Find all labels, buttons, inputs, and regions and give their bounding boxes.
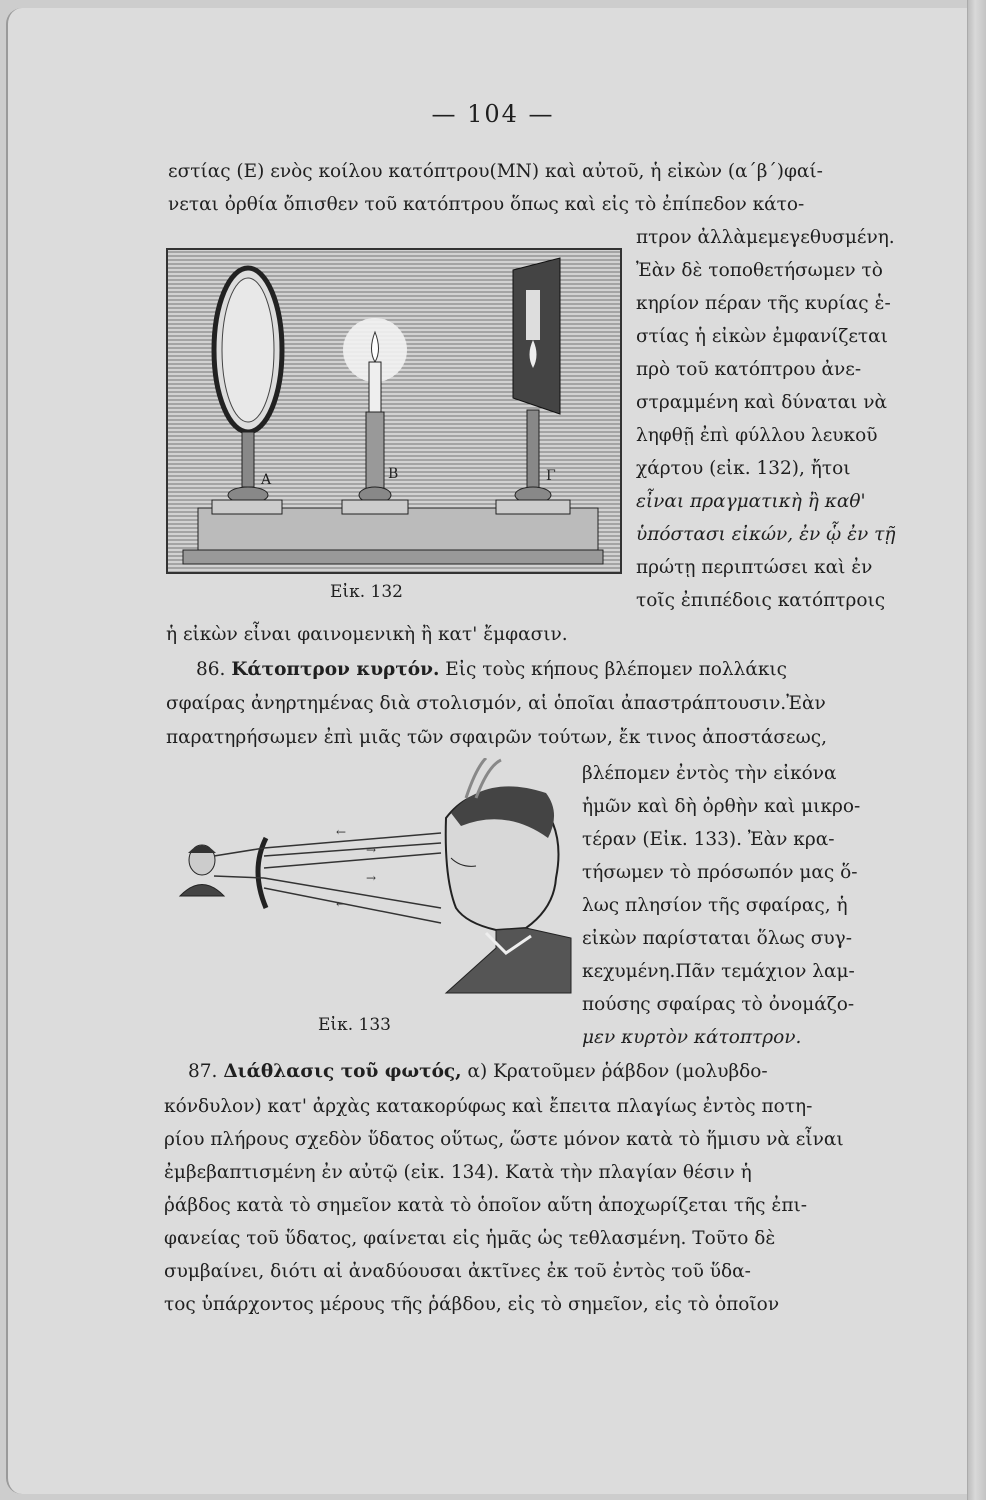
section-87-line5: ῥάβδος κατὰ τὸ σημεῖον κατὰ τὸ ὁποῖον αὕτη ἀποχωρίζεται τῆς ἐπι- bbox=[164, 1195, 807, 1216]
section-87-line4: ἐμβεβαπτισμένη ἐν αὐτῷ (εἰκ. 134). Κατὰ τὴν πλαγίαν θέσιν ἡ bbox=[164, 1162, 752, 1183]
svg-text:←: ← bbox=[336, 825, 347, 839]
ray-arrows bbox=[336, 825, 376, 911]
text-line-r10: ὑπόστασι εἰκών, ἐν ᾧ ἐν τῇ bbox=[636, 524, 896, 545]
section-87-line2: κόνδυλον) κατ' ἀρχὰς κατακορύφως καὶ ἔπειτα πλαγίως ἐντὸς ποτη- bbox=[164, 1096, 813, 1117]
text-line-s4: τήσωμεν τὸ πρόσωπόν μας ὅ- bbox=[582, 862, 858, 883]
section-87-line3: ρίου πλήρους σχεδὸν ὕδατος οὕτως, ὥστε μόνον κατὰ τὸ ἥμισυ νὰ εἶναι bbox=[164, 1129, 844, 1150]
text-line-s7: κεχυμένη.Πᾶν τεμάχιον λαμ- bbox=[582, 961, 855, 982]
text-line-s9: μεν κυρτὸν κάτοπτρον. bbox=[582, 1027, 802, 1048]
svg-text:←: ← bbox=[336, 897, 347, 911]
label-g: Γ bbox=[546, 468, 556, 484]
page-number: — 104 — bbox=[431, 100, 555, 128]
svg-text:→: → bbox=[366, 843, 377, 857]
figure-133-caption: Εἰκ. 133 bbox=[318, 1015, 391, 1035]
section-86-title: Κάτοπτρον κυρτόν. bbox=[231, 659, 440, 680]
section-87-line1: α) Κρατοῦμεν ῥάβδον (μολυβδο- bbox=[467, 1061, 768, 1082]
text-line-r7: ληφθῇ ἐπὶ φύλλου λευκοῦ bbox=[636, 425, 878, 446]
section-87-line6: φανείας τοῦ ὕδατος, φαίνεται εἰς ἡμᾶς ὡς τεθλασμένη. Τοῦτο δὲ bbox=[164, 1228, 776, 1249]
text-line-1: εστίας (Ε) ενὸς κοίλου κατόπτρου(ΜΝ) καὶ αὐτοῦ, ἡ εἰκὼν (α΄β΄)φαί- bbox=[168, 161, 823, 182]
label-b: Β bbox=[388, 466, 399, 482]
large-head bbox=[446, 758, 571, 993]
section-87-number: 87. bbox=[188, 1061, 218, 1082]
svg-text:→: → bbox=[366, 871, 377, 885]
text-line-r9: εἶναι πραγματικὴ ἢ καθ' bbox=[636, 491, 866, 512]
section-87-line7: συμβαίνει, διότι αἱ ἀναδύουσαι ἀκτῖνες ἐκ τοῦ ἐντὸς τοῦ ὕδα- bbox=[164, 1261, 751, 1282]
text-line-s2: ἡμῶν καὶ δὴ ὀρθὴν καὶ μικρο- bbox=[582, 796, 861, 817]
figure-133 bbox=[176, 758, 576, 1000]
label-a: Α bbox=[261, 472, 272, 488]
text-line-s3: τέραν (Εἰκ. 133). Ἐὰν κρα- bbox=[582, 829, 835, 850]
text-line-r11: πρώτῃ περιπτώσει καὶ ἐν bbox=[636, 557, 873, 578]
section-86-number: 86. bbox=[196, 659, 226, 680]
text-line-r2: Ἐὰν δὲ τοποθετήσωμεν τὸ bbox=[636, 260, 883, 281]
section-86-line3: παρατηρήσωμεν ἐπὶ μιᾶς τῶν σφαιρῶν τούτων, ἔκ τινος ἀποστάσεως, bbox=[166, 727, 827, 748]
section-87-title: Διάθλασις τοῦ φωτός, bbox=[223, 1061, 462, 1082]
text-line-s1: βλέπομεν ἐντὸς τὴν εἰκόνα bbox=[582, 763, 837, 784]
section-87-line8: τος ὑπάρχοντος μέρους τῆς ῥάβδου, εἰς τὸ σημεῖον, εἰς τὸ ὁποῖον bbox=[164, 1294, 780, 1315]
text-line-r3: κηρίον πέραν τῆς κυρίας ἑ- bbox=[636, 293, 891, 314]
section-86-heading bbox=[196, 658, 787, 682]
small-head bbox=[180, 845, 224, 896]
text-line-r12: τοῖς ἐπιπέδοις κατόπτροις bbox=[636, 590, 886, 611]
text-line-2: νεται ὀρθία ὄπισθεν τοῦ κατόπτρου ὅπως καὶ εἰς τὸ ἐπίπεδον κάτο- bbox=[168, 194, 805, 215]
text-line-r1: πτρον ἀλλὰμεμεγεθυσμένη. bbox=[636, 227, 895, 248]
text-line-r8: χάρτου (εἰκ. 132), ἤτοι bbox=[636, 458, 851, 479]
text-line-r5: πρὸ τοῦ κατόπτρου ἀνε- bbox=[636, 359, 862, 380]
figure-132-caption: Εἰκ. 132 bbox=[330, 582, 403, 602]
section-86-line2: σφαίρας ἀνηρτημένας διὰ στολισμόν, αἱ ὁποῖαι ἀπαστράπτουσιν.Ἐὰν bbox=[166, 693, 826, 714]
page-edge bbox=[967, 0, 986, 1500]
text-line-s8: πούσης σφαίρας τὸ ὀνομάζο- bbox=[582, 994, 855, 1015]
light-rays bbox=[214, 833, 441, 923]
section-86-line1: Εἰς τοὺς κήπους βλέπομεν πολλάκις bbox=[445, 659, 788, 680]
figure-132 bbox=[166, 248, 622, 574]
section-87-heading bbox=[188, 1060, 768, 1084]
text-line-after-132: ἡ εἰκὼν εἶναι φαινομενικὴ ἢ κατ' ἔμφασιν. bbox=[166, 624, 568, 645]
text-line-r4: στίας ἡ εἰκὼν ἐμφανίζεται bbox=[636, 326, 888, 347]
text-line-r6: στραμμένη καὶ δύναται νὰ bbox=[636, 392, 887, 413]
text-line-s5: λως πλησίον τῆς σφαίρας, ἡ bbox=[582, 895, 848, 916]
text-line-s6: εἰκὼν παρίσταται ὅλως συγ- bbox=[582, 928, 852, 949]
figure-132-illustration bbox=[168, 250, 620, 572]
